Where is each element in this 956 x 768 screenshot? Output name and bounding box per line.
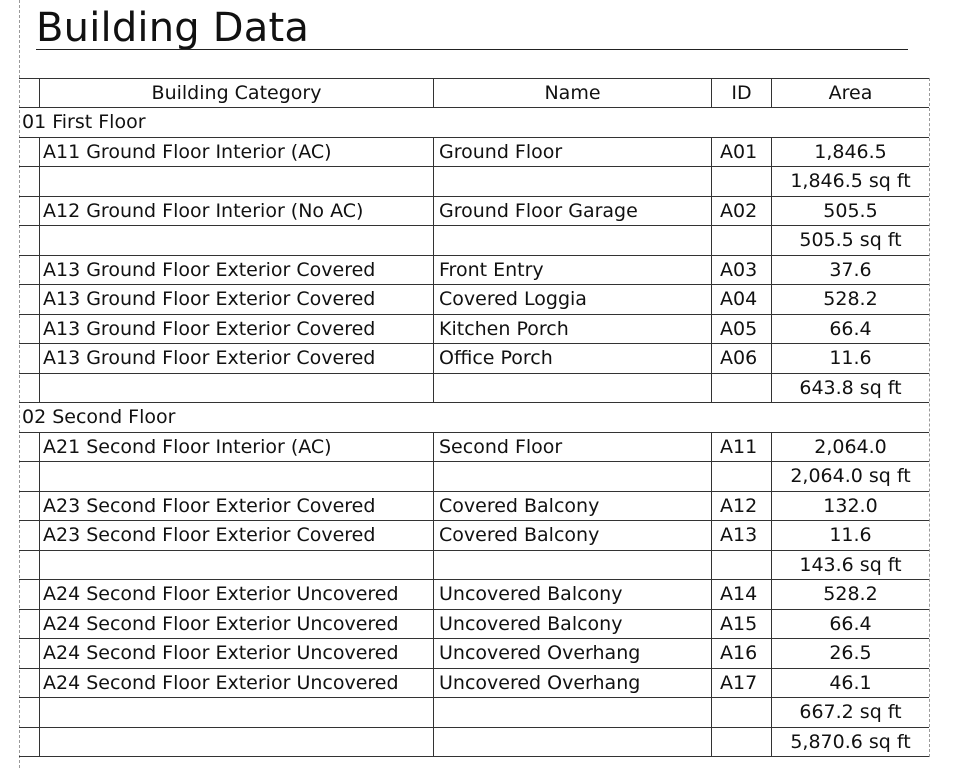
- id-cell[interactable]: A12: [712, 492, 772, 521]
- name-cell: [434, 728, 712, 757]
- id-cell[interactable]: A02: [712, 197, 772, 226]
- row-spacer-cell: [19, 315, 40, 344]
- name-cell[interactable]: Covered Balcony: [434, 521, 712, 550]
- building-category-cell[interactable]: A13 Ground Floor Exterior Covered: [40, 315, 434, 344]
- group-label: 02 Second Floor: [22, 406, 176, 429]
- id-cell[interactable]: [712, 226, 772, 255]
- area-subtotal-cell[interactable]: 643.8 sq ft: [799, 376, 902, 399]
- row-spacer-cell: [19, 226, 40, 255]
- column-header-id[interactable]: ID: [712, 79, 772, 107]
- id-cell[interactable]: A13: [712, 521, 772, 550]
- grand-total-row: [19, 728, 929, 758]
- table-row[interactable]: [19, 610, 929, 640]
- building-category-cell[interactable]: A13 Ground Floor Exterior Covered: [40, 256, 434, 285]
- building-category-cell[interactable]: A23 Second Floor Exterior Covered: [40, 521, 434, 550]
- area-cell[interactable]: 2,064.0: [814, 435, 887, 458]
- grand-total-area-cell[interactable]: 5,870.6 sq ft: [790, 730, 911, 753]
- table-header-row: [19, 78, 929, 108]
- column-header-area[interactable]: Area: [828, 82, 873, 104]
- area-cell[interactable]: 46.1: [829, 671, 872, 694]
- area-cell[interactable]: 132.0: [823, 494, 878, 517]
- name-cell[interactable]: Ground Floor Garage: [434, 197, 712, 226]
- id-cell[interactable]: A15: [712, 610, 772, 639]
- row-spacer-cell: [19, 492, 40, 521]
- building-category-cell[interactable]: [40, 698, 434, 727]
- name-cell[interactable]: Covered Loggia: [434, 285, 712, 314]
- building-category-cell[interactable]: [40, 167, 434, 196]
- group-label: 01 First Floor: [22, 111, 146, 134]
- id-cell[interactable]: A03: [712, 256, 772, 285]
- building-category-cell[interactable]: A13 Ground Floor Exterior Covered: [40, 285, 434, 314]
- building-category-cell[interactable]: [40, 226, 434, 255]
- id-cell[interactable]: [712, 698, 772, 727]
- id-cell[interactable]: A01: [712, 138, 772, 167]
- group-header-row: [19, 403, 929, 433]
- table-row[interactable]: [19, 492, 929, 522]
- subtotal-row[interactable]: [19, 462, 929, 492]
- name-cell[interactable]: [434, 226, 712, 255]
- table-row[interactable]: [19, 315, 929, 345]
- table-row[interactable]: [19, 580, 929, 610]
- row-spacer-cell: [19, 138, 40, 167]
- name-cell[interactable]: Second Floor: [434, 433, 712, 462]
- building-category-cell[interactable]: [40, 374, 434, 403]
- area-cell[interactable]: 528.2: [823, 288, 878, 311]
- building-category-cell[interactable]: A21 Second Floor Interior (AC): [40, 433, 434, 462]
- area-cell[interactable]: 505.5: [823, 199, 878, 222]
- area-cell[interactable]: 1,846.5: [814, 140, 887, 163]
- row-spacer-cell: [19, 285, 40, 314]
- row-spacer-cell: [19, 433, 40, 462]
- table-row[interactable]: [19, 669, 929, 699]
- name-cell[interactable]: Uncovered Balcony: [434, 610, 712, 639]
- building-category-cell: [40, 728, 434, 757]
- table-row[interactable]: [19, 256, 929, 286]
- building-category-cell[interactable]: [40, 462, 434, 491]
- name-cell[interactable]: Front Entry: [434, 256, 712, 285]
- id-cell[interactable]: A04: [712, 285, 772, 314]
- name-cell[interactable]: Kitchen Porch: [434, 315, 712, 344]
- row-spacer-cell: [19, 374, 40, 403]
- row-spacer-cell: [19, 551, 40, 580]
- id-cell[interactable]: [712, 167, 772, 196]
- name-cell[interactable]: [434, 462, 712, 491]
- row-spacer-cell: [19, 197, 40, 226]
- name-cell[interactable]: [434, 698, 712, 727]
- area-subtotal-cell[interactable]: 505.5 sq ft: [799, 229, 902, 252]
- table-row[interactable]: [19, 285, 929, 315]
- building-schedule-table: [19, 78, 930, 757]
- id-cell[interactable]: [712, 462, 772, 491]
- id-cell[interactable]: [712, 374, 772, 403]
- table-row[interactable]: [19, 138, 929, 168]
- row-spacer-cell: [19, 580, 40, 609]
- name-cell[interactable]: Uncovered Overhang: [434, 669, 712, 698]
- row-spacer-cell: [19, 521, 40, 550]
- id-cell[interactable]: [712, 551, 772, 580]
- subtotal-row[interactable]: [19, 374, 929, 404]
- name-cell[interactable]: Ground Floor: [434, 138, 712, 167]
- row-spacer-cell: [19, 698, 40, 727]
- page-title: Building Data: [36, 5, 310, 51]
- table-row[interactable]: [19, 433, 929, 463]
- table-row[interactable]: [19, 521, 929, 551]
- area-cell[interactable]: 66.4: [829, 612, 872, 635]
- column-header-building-category[interactable]: Building Category: [40, 79, 434, 107]
- building-category-cell[interactable]: A24 Second Floor Exterior Uncovered: [40, 610, 434, 639]
- id-cell[interactable]: A16: [712, 639, 772, 668]
- building-category-cell[interactable]: A12 Ground Floor Interior (No AC): [40, 197, 434, 226]
- building-category-cell[interactable]: A11 Ground Floor Interior (AC): [40, 138, 434, 167]
- building-category-cell[interactable]: A24 Second Floor Exterior Uncovered: [40, 580, 434, 609]
- area-cell[interactable]: 11.6: [829, 524, 872, 547]
- area-cell[interactable]: 11.6: [829, 347, 872, 370]
- id-cell[interactable]: A06: [712, 344, 772, 373]
- column-header-name[interactable]: Name: [434, 79, 712, 107]
- name-cell[interactable]: [434, 167, 712, 196]
- subtotal-row[interactable]: [19, 226, 929, 256]
- area-cell[interactable]: 528.2: [823, 583, 878, 606]
- area-subtotal-cell[interactable]: 1,846.5 sq ft: [790, 170, 911, 193]
- area-cell[interactable]: 37.6: [829, 258, 872, 281]
- row-spacer-cell: [19, 462, 40, 491]
- area-cell[interactable]: 26.5: [829, 642, 872, 665]
- row-spacer-cell: [19, 167, 40, 196]
- subtotal-row[interactable]: [19, 698, 929, 728]
- subtotal-row[interactable]: [19, 551, 929, 581]
- row-spacer-cell: [19, 639, 40, 668]
- id-cell: [712, 728, 772, 757]
- id-cell[interactable]: A11: [712, 433, 772, 462]
- row-spacer-cell: [19, 669, 40, 698]
- name-cell[interactable]: Uncovered Overhang: [434, 639, 712, 668]
- building-category-cell[interactable]: [40, 551, 434, 580]
- group-header-row: [19, 108, 929, 138]
- id-cell[interactable]: A14: [712, 580, 772, 609]
- table-row[interactable]: [19, 344, 929, 374]
- area-subtotal-cell[interactable]: 143.6 sq ft: [799, 553, 902, 576]
- name-cell[interactable]: Office Porch: [434, 344, 712, 373]
- id-cell[interactable]: A17: [712, 669, 772, 698]
- table-row[interactable]: [19, 197, 929, 227]
- area-cell[interactable]: 66.4: [829, 317, 872, 340]
- table-row[interactable]: [19, 639, 929, 669]
- area-subtotal-cell[interactable]: 667.2 sq ft: [799, 701, 902, 724]
- title-underline: [36, 49, 908, 50]
- row-spacer-cell: [19, 610, 40, 639]
- header-spacer-cell: [19, 79, 40, 107]
- name-cell[interactable]: [434, 551, 712, 580]
- name-cell[interactable]: Uncovered Balcony: [434, 580, 712, 609]
- row-spacer-cell: [19, 344, 40, 373]
- building-category-cell[interactable]: A13 Ground Floor Exterior Covered: [40, 344, 434, 373]
- row-spacer-cell: [19, 728, 40, 757]
- building-category-cell[interactable]: A23 Second Floor Exterior Covered: [40, 492, 434, 521]
- building-category-cell[interactable]: A24 Second Floor Exterior Uncovered: [40, 639, 434, 668]
- name-cell[interactable]: [434, 374, 712, 403]
- subtotal-row[interactable]: [19, 167, 929, 197]
- row-spacer-cell: [19, 256, 40, 285]
- id-cell[interactable]: A05: [712, 315, 772, 344]
- name-cell[interactable]: Covered Balcony: [434, 492, 712, 521]
- building-category-cell[interactable]: A24 Second Floor Exterior Uncovered: [40, 669, 434, 698]
- area-subtotal-cell[interactable]: 2,064.0 sq ft: [790, 465, 911, 488]
